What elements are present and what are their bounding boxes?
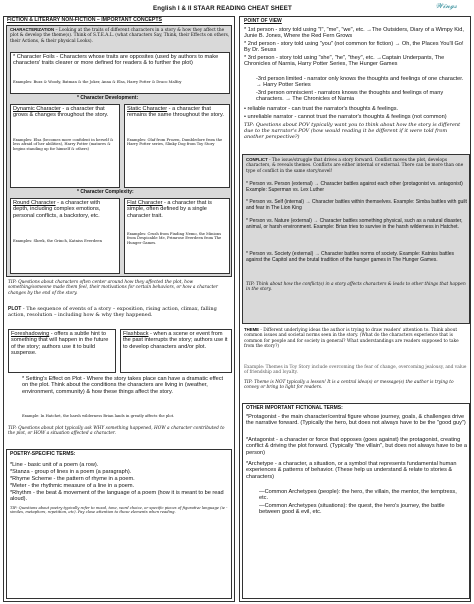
plot-term: PLOT bbox=[8, 306, 22, 312]
character-development-label: * Character Development: bbox=[77, 95, 139, 101]
conflict-person-vs-self: * Person vs. Self (internal) → Character battles within themselves. Example: Simba battles with guilt and fear in The Lion King bbox=[246, 199, 467, 211]
pov-first-person: * 1st person - story told using "I", "me", "we", etc. →The Outsiders, Diary of a Wimpy Kid, Junie B. Jones, Where the Red Fern Grows bbox=[244, 27, 464, 40]
flat-character-desc: - a character that is simple, often defined by a single character trait. bbox=[127, 200, 212, 219]
antagonist-def: *Antagonist - a character or force that opposes (goes against) the protagonist, creating conflict & driving the plot forward. (Typically "the villain", but does not always have to be a person) bbox=[246, 437, 467, 456]
character-foils-box bbox=[10, 52, 230, 94]
pov-second-person: * 2nd person - story told using "you" (not common for fiction) → Oh, the Places You'll Go! By Dr. Seuss bbox=[244, 41, 464, 54]
page-title: English I & II STAAR READING CHEAT SHEET bbox=[153, 5, 292, 12]
characterization-desc: – Looking at the traits of different characters in a story & how they affect the plot & develop the theme(s). Think of S.T.E.A.L. (what characters Say, Think, their Effects on others, their Actions, & their physical Looks). bbox=[10, 28, 230, 44]
archetypes-people: —Common Archetypes (people): the hero, the villain, the mentor, the temptress, etc. bbox=[259, 489, 457, 502]
characterization-text bbox=[10, 27, 230, 44]
dynamic-character-box bbox=[10, 104, 120, 188]
pov-tip: TIP: Questions about POV typically want you to think about how the story is different due to the narrator's POV (how would reading it be different if it were told from another perspective?) bbox=[244, 122, 461, 140]
protagonist-def: *Protagonist - the main character/central figure whose journey, goals, & challenges drive the narrative forward. (Typically the hero, but does not always have to be the "good guy") bbox=[246, 414, 466, 427]
setting-effect-term: * Setting's Effect on Plot bbox=[22, 376, 82, 382]
round-character-example: Examples: Shrek, the Grinch, Katniss Everdeen bbox=[13, 239, 102, 243]
round-character-def bbox=[13, 200, 117, 219]
character-foils: * Character Foils - Characters whose traits are opposites (used by authors to make characters' traits clearer or more defined for readers & to further the plot) bbox=[13, 54, 219, 67]
flat-character-term: Flat Character bbox=[127, 200, 163, 206]
flat-character-def bbox=[127, 200, 227, 219]
theme-example: Example: Themes in Toy Story include overcoming the fear of change, overcoming jealousy, and value of friendship and loyalty. bbox=[244, 365, 467, 376]
poetry-stanza: *Stanza - group of lines in a poem (a paragraph). bbox=[10, 469, 132, 475]
conflict-person-vs-society: * Person vs. Society (external) → Character battles norms of society. Example: Katniss battles against the Capitol and the brutal tradition of the hunger games in The Hunger Games. bbox=[246, 251, 455, 263]
characterization-block bbox=[6, 25, 232, 277]
character-foils-example: Examples: Buzz & Woody, Batman & the Joker, Anna & Elsa, Harry Potter & Draco Malfoy bbox=[13, 80, 182, 84]
cheat-sheet bbox=[3, 2, 471, 602]
static-character-def bbox=[127, 106, 227, 119]
plot-tip: TIP: Questions about plot typically ask WHY something happened, HOW a character contributed to the plot, or HOW a situation affected a character. bbox=[8, 426, 225, 437]
pov-third-omniscient: -3rd person omniscient - narrators knows the thoughts and feelings of many characters. → The Chronicles of Narnia bbox=[256, 90, 444, 103]
foreshadowing-def bbox=[11, 331, 113, 356]
foreshadowing-desc: - offers a subtle hint to something that will happen in the future of the story; authors use it to build suspense. bbox=[11, 331, 109, 356]
round-character-desc: - a character with depth, including complex emotions, personal conflicts, a backstory, etc. bbox=[13, 200, 101, 219]
conflict-term: CONFLICT bbox=[246, 157, 268, 162]
flat-character-box bbox=[124, 198, 230, 274]
character-complexity-label: * Character Complexity: bbox=[77, 189, 134, 195]
round-character-box bbox=[10, 198, 120, 274]
right-column bbox=[239, 16, 471, 602]
plot-definition bbox=[8, 307, 230, 319]
dynamic-character-desc: - a character that grows & changes throughout the story. bbox=[13, 106, 109, 119]
left-column bbox=[3, 16, 235, 602]
plot-desc: - The sequence of events of a story – exposition, rising action, climax, falling action, resolution – including how & why they happened. bbox=[8, 306, 217, 318]
dynamic-character-term: Dynamic Character bbox=[13, 106, 61, 112]
brand-logo: 𝓦𝓲𝓷𝓰𝓼 bbox=[435, 2, 457, 10]
conflict-person-vs-person: * Person vs. Person (external) → Character battles against each other (protagonist vs. antagonist) Example: Superman vs. Lex Luther bbox=[246, 181, 463, 193]
archetype-def: *Archetype - a character, a situation, or a symbol that represents fundamental human experiences & patterns of behavior. (These help us understand & relate to stories & characters) bbox=[246, 461, 457, 480]
header bbox=[3, 2, 471, 16]
dynamic-character-example: Examples: Elsa (becomes more confident in herself & less afraid of her abilities), Harry Potter (matures & begins standing up for himself & others) bbox=[13, 138, 114, 151]
static-character-example: Examples: Olaf from Frozen, Dumbledore from the Harry Potter series, Slinky Dog from Toy Story bbox=[127, 138, 223, 147]
theme-term: THEME bbox=[244, 327, 260, 332]
setting-effect-def bbox=[22, 376, 230, 395]
poetry-tip: TIP: Questions about poetry typically refer to mood, tone, word choice, or specific pieces of figurative language (ie - similes, metaphors, repetition, etc). Pay close attention to these elements when reading. bbox=[10, 506, 228, 515]
flashback-def bbox=[123, 331, 229, 350]
setting-effect-example: Example: In Hatchet, the harsh wilderness Brian lands in greatly affects the plot. bbox=[22, 414, 175, 418]
pov-unreliable-narrator: • unreliable narrator - cannot trust the narrator's thoughts & feelings (not common) bbox=[244, 114, 447, 120]
conflict-desc: - The issue/struggle that drives a story forward. Conflict moves the plot, develops characters, & reveals themes. Conflicts are either internal or external. There can be more than one type of conflict in the same story/novel! bbox=[246, 158, 464, 174]
flashback-box bbox=[120, 329, 232, 373]
pov-third-person: * 3rd person - story told using "she", "he", "they", etc. →Captain Underpants, The Chronicles of Narnia, Harry Potter Series, The Hunger Games bbox=[244, 55, 445, 68]
theme-desc: - Different underlying ideas the author is trying to draw readers' attention to. Think about common issues and societal norms seen in the story. (What do the characters experience that is common for people and for society in general? What understandings are readers supposed to take from the story?) bbox=[244, 328, 459, 349]
poetry-terms-title: POETRY-SPECIFIC TERMS: bbox=[10, 451, 76, 457]
pov-third-limited: -3rd person limited - narrator only knows the thoughts and feelings of one character. → Harry Potter Series bbox=[256, 76, 464, 89]
section-title-fiction: FICTION & LITERARY NON-FICTION – IMPORTANT CONCEPTS bbox=[7, 17, 162, 23]
foreshadowing-term: Foreshadowing bbox=[11, 331, 50, 337]
poetry-rhyme-scheme: *Rhyme Scheme - the pattern of rhyme in a poem. bbox=[10, 476, 135, 482]
theme-tip: TIP: Theme is NOT typically a lesson! It is a central idea(s) or message(s) the author is trying to convey or bring to light for readers. bbox=[244, 380, 454, 391]
characterization-term: CHARACTERIZATION bbox=[10, 27, 55, 32]
poetry-line: *Line - basic unit of a poem (a row). bbox=[10, 462, 99, 468]
characters-tip: TIP: Questions about characters often center around how they affected the plot, how something/someone made them feel, their motivations for certain behaviors, or how a character changes by the end of the story. bbox=[8, 280, 218, 296]
poetry-terms-box bbox=[6, 449, 232, 599]
static-character-box bbox=[124, 104, 230, 188]
conflict-person-vs-nature: * Person vs. Nature (external) → Character battles something physical, such as a natural disaster, animal, or harsh environment. Example: Brian tries to survive in the harsh wilderness in Hatchet. bbox=[246, 218, 463, 230]
flashback-term: Flashback bbox=[123, 331, 149, 337]
theme-definition bbox=[244, 327, 468, 349]
conflict-block bbox=[242, 154, 470, 324]
foreshadowing-box bbox=[8, 329, 116, 373]
poetry-meter: *Meter - the rhythmic measure of a line in a poem. bbox=[10, 483, 135, 489]
other-terms-title: OTHER IMPORTANT FICTIONAL TERMS: bbox=[246, 405, 343, 411]
flat-character-example: Examples: Crush from Finding Nemo, the Minions from Despicable Me, Primrose Everdeen from The Hunger Games. bbox=[127, 232, 222, 245]
conflict-definition bbox=[246, 157, 468, 174]
static-character-term: Static Character bbox=[127, 106, 168, 112]
other-terms-box bbox=[242, 403, 470, 599]
static-character-desc: - a character that remains the same throughout the story. bbox=[127, 106, 224, 119]
conflict-tip: TIP: Think about how the conflict(s) in a story affects characters & leads to other things that happen in the story. bbox=[246, 282, 466, 293]
archetypes-situations: —Common Archetypes (situations): the quest, the hero's journey, the battle between good & evil, etc. bbox=[259, 503, 445, 516]
pov-title: POINT OF VIEW bbox=[244, 18, 282, 24]
pov-reliable-narrator: • reliable narrator - can trust the narrator's thoughts & feelings. bbox=[244, 106, 399, 112]
flashback-desc: - when a scene or event from the past interrupts the story; authors use it to develop characters and/or plot. bbox=[123, 331, 228, 350]
setting-effect-desc: - Where the story takes place can have a dramatic effect on the plot. Think about the conditions the characters are living in (weather, environment, community) & how these things affect the story. bbox=[22, 376, 224, 395]
poetry-rhythm: *Rhythm - the beat & movement of the language of a poem (how it is meant to be read aloud). bbox=[10, 490, 224, 503]
dynamic-character-def bbox=[13, 106, 117, 119]
round-character-term: Round Character bbox=[13, 200, 56, 206]
